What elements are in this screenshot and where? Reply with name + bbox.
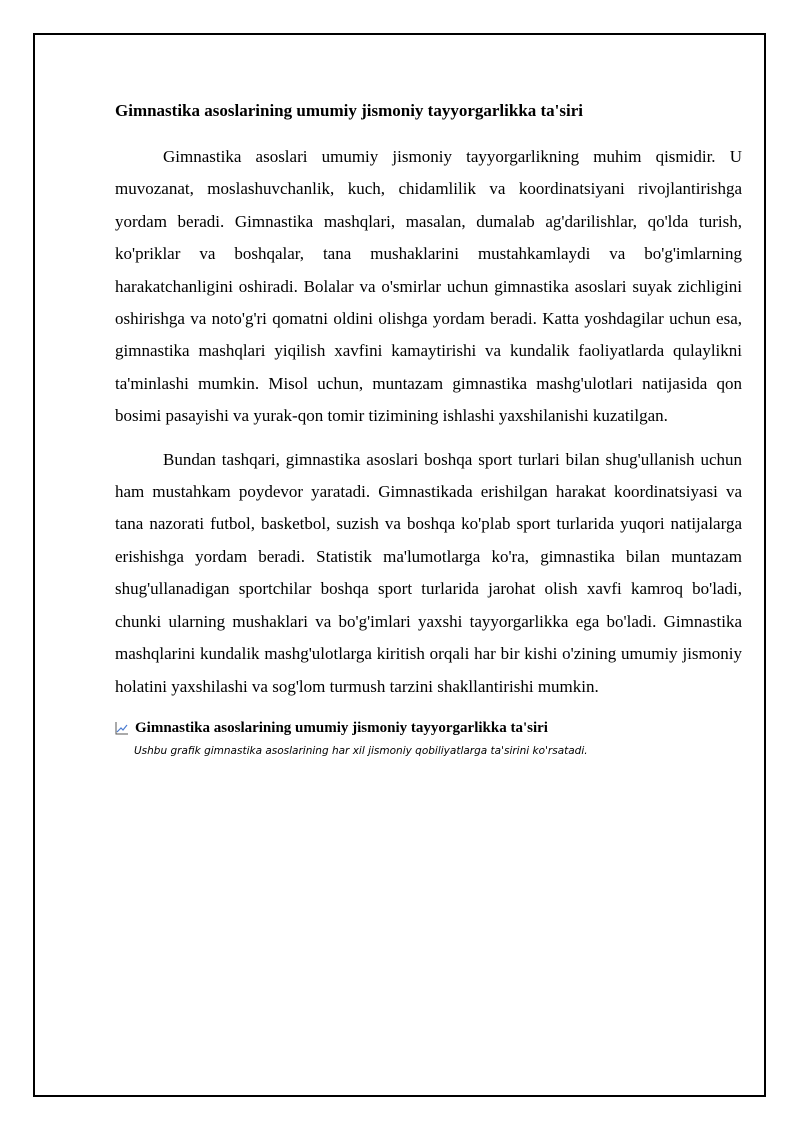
- chart-caption: [115, 718, 742, 758]
- chart-caption-description: Ushbu grafik gimnastika asoslarining har xil jismoniy qobiliyatlarga ta'sirini ko'rsatadi.: [134, 744, 588, 757]
- document-title: Gimnastika asoslarining umumiy jismoniy tayyorgarlikka ta'siri: [115, 101, 584, 120]
- chart-caption-title-row: [115, 718, 742, 738]
- chart-caption-title: Gimnastika asoslarining umumiy jismoniy tayyorgarlikka ta'siri: [135, 719, 548, 736]
- paragraph: Gimnastika asoslari umumiy jismoniy tayyorgarlikning muhim qismidir. U muvozanat, moslashuvchanlik, kuch, chidamlilik va koordinatsiyani rivojlantirishga yordam beradi. Gimnastika mashqlari, masalan, dumalab ag'darilishlar, qo'lda turish, ko'priklar va boshqalar, tana mushaklarini mustahkamlaydi va bo'g'imlarning harakatchanligini oshiradi. Bolalar va o'smirlar uchun gimnastika asoslari suyak zichligini oshirishga va noto'g'ri qomatni oldini olishga yordam beradi. Katta yoshdagilar uchun esa, gimnastika mashqlari yiqilish xavfini kamaytirishi va kundalik faoliyatlarda qulaylikni ta'minlashi mumkin. Misol uchun, muntazam gimnastika mashg'ulotlari natijasida qon bosimi pasayishi va yurak-qon tomir tizimining ishlashi yaxshilanishi kuzatilgan.: [115, 147, 742, 426]
- paragraph: Bundan tashqari, gimnastika asoslari boshqa sport turlari bilan shug'ullanish uchun ham mustahkam poydevor yaratadi. Gimnastikada erishilgan harakat koordinatsiyasi va tana nazorati futbol, basketbol, suzish va boshqa ko'plab sport turlarida yuqori natijalarga erishishga yordam beradi. Statistik ma'lumotlarga ko'ra, gimnastika bilan muntazam shug'ullanadigan sportchilar boshqa sport turlarida jarohat olish xavfi kamroq bo'ladi, chunki ularning mushaklari va bo'g'imlari yaxshi tayyorgarlikka ega bo'ladi. Gimnastika mashqlarini kundalik mashg'ulotlarga kiritish orqali har bir kishi o'zining umumiy jismoniy holatini yaxshilashi va sog'lom turmush tarzini shakllantirishi mumkin.: [115, 449, 742, 696]
- document-body: [115, 98, 742, 758]
- chart-line-icon: [115, 721, 129, 735]
